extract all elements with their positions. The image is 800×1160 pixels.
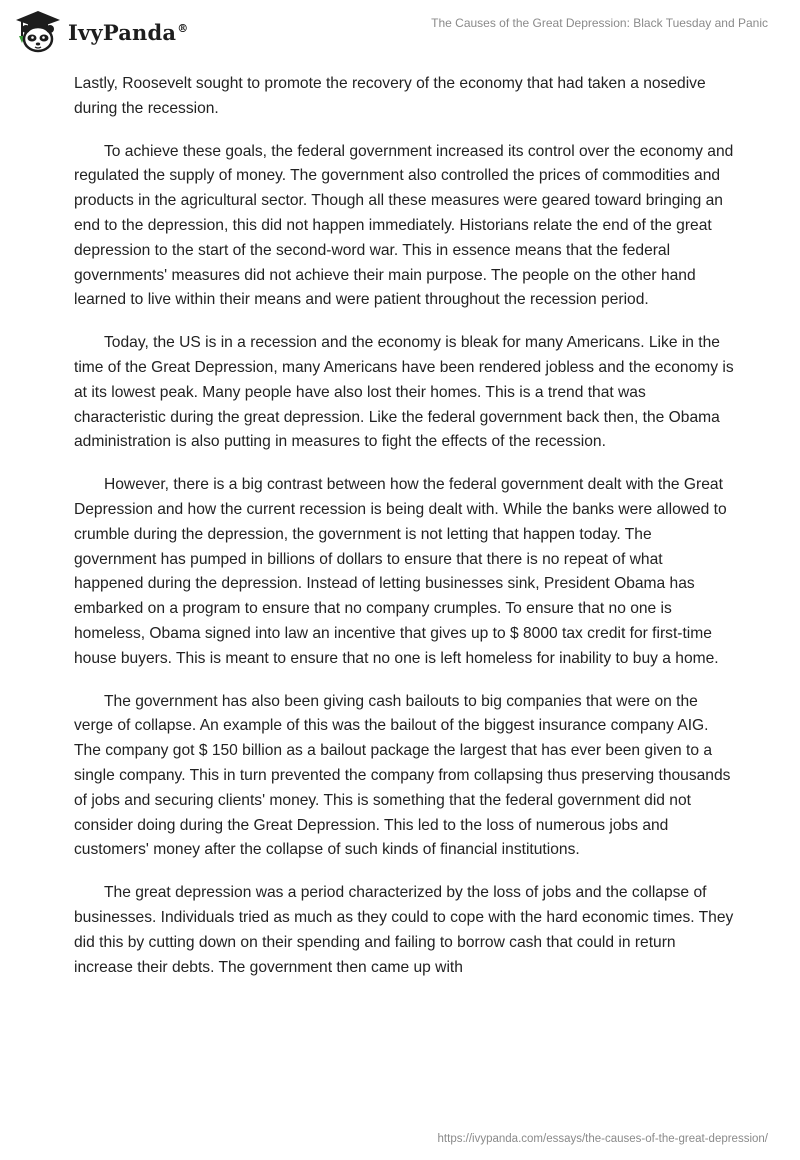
page-header xyxy=(0,0,800,70)
paragraph: However, there is a big contrast between how the federal government dealt with the Great Depression and how the current recession is being dealt with. While the banks were allowed to crumble during the depression, the government is not letting that happen today. The government has pumped in billions of dollars to ensure that there is no repeat of what happened during the depression. Instead of letting businesses sink, President Obama has embarked on a program to ensure that no company crumples. To ensure that no one is homeless, Obama signed into law an incentive that gives up to $ 8000 tax credit for first-time house buyers. This is meant to ensure that no one is left homeless for inability to buy a home. xyxy=(74,476,727,667)
ivypanda-logo[interactable] xyxy=(14,10,188,54)
essay-body xyxy=(74,72,734,998)
paragraph: To achieve these goals, the federal government increased its control over the economy and regulated the supply of money. The government also controlled the prices of commodities and products in the agricultural sector. Though all these measures were geared toward bringing an end to the depression, this did not happen immediately. Historians relate the end of the great depression to the start of the second-word war. This in essence means that the federal governments' measures did not achieve their main purpose. The people on the other hand learned to live within their means and were patient throughout the recession period. xyxy=(74,142,734,309)
panda-graduate-icon xyxy=(14,10,62,54)
paragraph: The government has also been giving cash bailouts to big companies that were on the verge of collapse. An example of this was the bailout of the biggest insurance company AIG. The company got $ 150 billion as a bailout package the largest that has ever been given to a single company. This in turn prevented the company from collapsing thus preserving thousands of jobs and securing clients' money. This is something that the federal government did not consider doing during the Great Depression. This led to the loss of numerous jobs and customers' money after the collapse of such kinds of financial institutions. xyxy=(74,692,731,859)
brand-text: IvyPanda xyxy=(68,19,177,45)
registered-mark: ® xyxy=(177,21,189,35)
source-url[interactable]: https://ivypanda.com/essays/the-causes-of-the-great-depression/ xyxy=(437,1133,768,1145)
paragraph: The great depression was a period characterized by the loss of jobs and the collapse of businesses. Individuals tried as much as they could to cope with the hard economic times. They did this by cutting down on their spending and failing to borrow cash that could in return increase their debts. The government then came up with xyxy=(74,884,734,976)
brand-name xyxy=(68,20,188,45)
paragraph: Today, the US is in a recession and the economy is bleak for many Americans. Like in the time of the Great Depression, many Americans have been rendered jobless and the economy is at its lowest peak. Many people have also lost their homes. This is a trend that was characteristic during the great depression. Like the federal government back then, the Obama administration is also putting in measures to fight the effects of the recession. xyxy=(74,334,734,451)
document-title: The Causes of the Great Depression: Black Tuesday and Panic xyxy=(431,16,768,30)
paragraph: Lastly, Roosevelt sought to promote the recovery of the economy that had taken a nosedive during the recession. xyxy=(74,75,706,117)
